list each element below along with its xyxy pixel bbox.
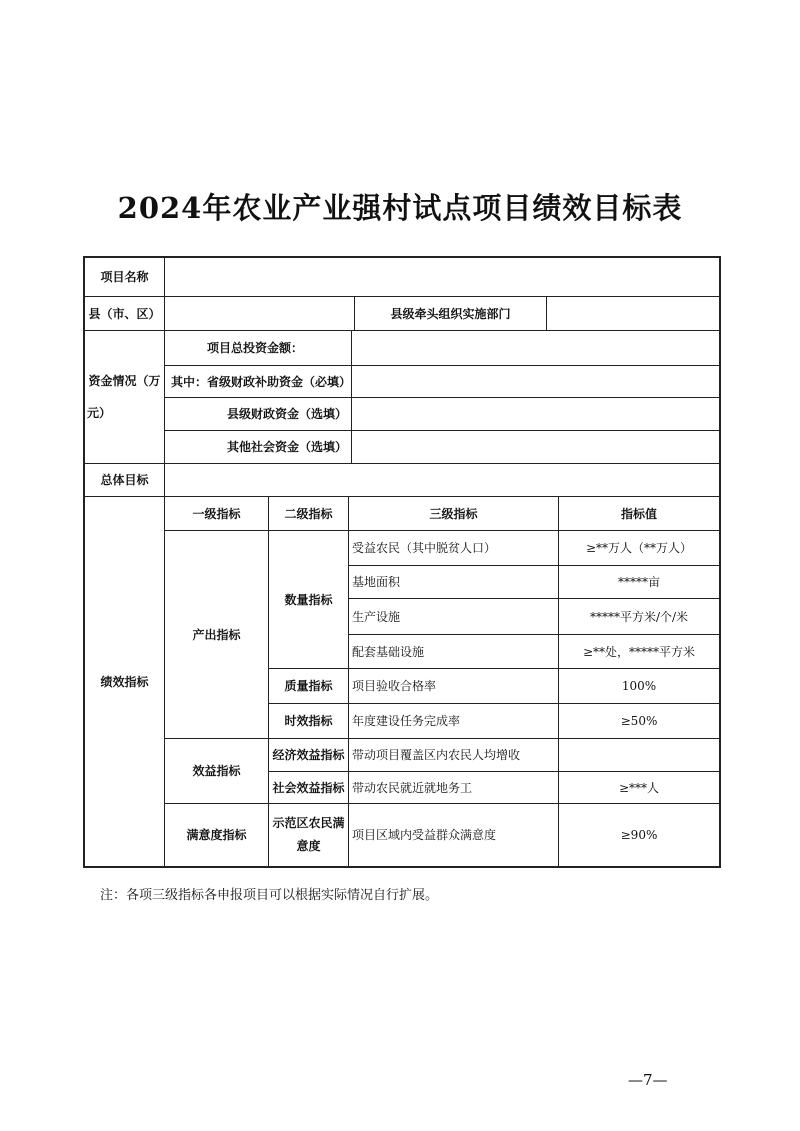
page-title: 2024年农业产业强村试点项目绩效目标表	[117, 191, 683, 225]
total-investment-label: 项目总投资金额：	[206, 341, 303, 355]
funding-label	[85, 331, 164, 463]
indicator-cell: 生产设施	[352, 609, 401, 624]
indicator-cell: 受益农民（其中脱贫人口）	[352, 541, 497, 555]
value-cell: ≥**处，*****平方米	[582, 644, 696, 659]
lead-dept-value[interactable]	[547, 297, 719, 330]
funding-label-line1: 资金情况（万	[88, 374, 161, 388]
provincial-fund-value[interactable]	[352, 366, 719, 397]
table-border-right	[719, 256, 721, 868]
overall-goal-label: 总体目标	[100, 473, 149, 487]
indicator-cell: 基地面积	[352, 575, 401, 589]
group-quantity: 数量指标	[284, 592, 333, 607]
group-timeliness: 时效指标	[284, 714, 333, 728]
project-name-label: 项目名称	[100, 270, 149, 284]
indicator-cell: 带动农民就近就地务工	[352, 780, 473, 795]
header-level3: 三级指标	[429, 506, 478, 521]
page-number: —7—	[628, 1071, 668, 1089]
county-value[interactable]	[165, 297, 354, 330]
header-level2: 二级指标	[284, 506, 333, 521]
indicator-cell: 配套基础设施	[352, 644, 425, 659]
funding-label-line2: 元）	[87, 406, 112, 420]
social-fund-label: 其他社会资金（选填）	[226, 440, 347, 454]
indicator-cell: 项目区域内受益群众满意度	[352, 828, 497, 842]
indicator-cell: 带动项目覆盖区内农民人均增收	[352, 748, 521, 762]
table-border-bottom	[83, 866, 721, 868]
group-economic: 经济效益指标	[272, 748, 345, 762]
group-output: 产出指标	[192, 627, 241, 642]
total-investment-value[interactable]	[352, 331, 719, 365]
group-social: 社会效益指标	[272, 780, 345, 795]
project-name-value[interactable]	[165, 258, 719, 296]
indicator-cell: 年度建设任务完成率	[352, 714, 461, 728]
group-benefit: 效益指标	[192, 764, 241, 778]
overall-goal-value[interactable]	[165, 464, 719, 496]
group-satisfaction: 满意度指标	[186, 828, 247, 842]
value-cell: ≥**万人（**万人）	[585, 541, 693, 555]
header-value: 指标值	[620, 506, 657, 521]
group-demo-line1: 示范区农民满	[272, 816, 345, 831]
value-cell: 100%	[621, 679, 657, 693]
indicator-cell: 项目验收合格率	[352, 679, 437, 693]
footnote: 注：各项三级指标各申报项目可以根据实际情况自行扩展。	[100, 888, 439, 903]
county-fund-value[interactable]	[352, 398, 719, 430]
value-cell: ≥50%	[620, 714, 658, 728]
performance-indicators-label: 绩效指标	[100, 674, 149, 689]
county-fund-label: 县级财政资金（选填）	[226, 407, 347, 421]
group-demo-satisfaction	[269, 804, 348, 866]
lead-dept-label: 县级牵头组织实施部门	[390, 306, 511, 321]
header-level1: 一级指标	[192, 506, 241, 521]
value-cell: ≥***人	[618, 780, 660, 795]
value-cell: *****亩	[617, 575, 660, 589]
county-label: 县（市、区）	[88, 306, 161, 321]
group-demo-line2: 意度	[296, 839, 321, 853]
value-cell: *****平方米/个/米	[589, 609, 689, 624]
provincial-fund-label: 其中：省级财政补助资金（必填）	[170, 374, 351, 389]
value-cell[interactable]	[559, 739, 719, 771]
group-quality: 质量指标	[284, 679, 333, 693]
value-cell: ≥90%	[620, 828, 658, 842]
social-fund-value[interactable]	[352, 431, 719, 463]
